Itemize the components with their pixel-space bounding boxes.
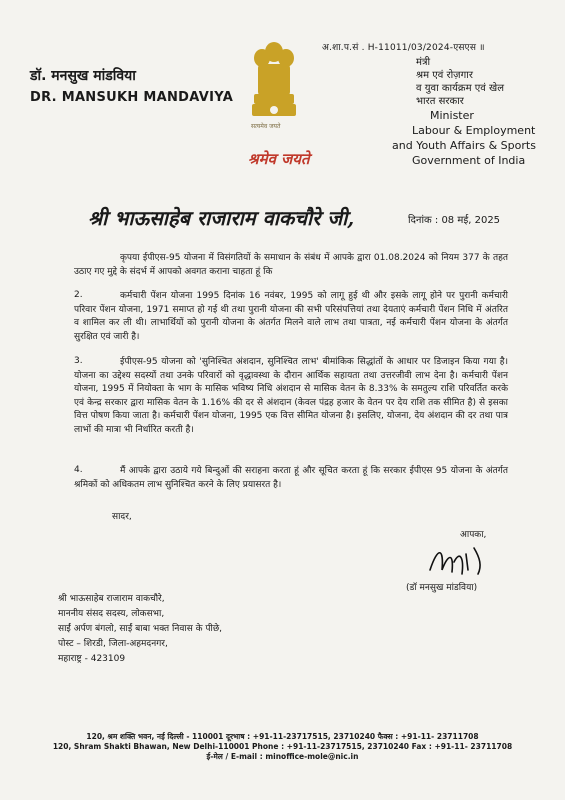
closing-yours: आपका, (460, 530, 487, 540)
paragraph-2-text: कर्मचारी पेंशन योजना 1995 दिनांक 16 नवंबर, 1995 को लागू हुई थी और इसके लागू होने पर पुरानी कर्मचारी परिवार पेंशन योजना, 1971 समाप्त हो गई थी तथा पुरानी योजना की सभी परिसंपत्तियां तथा देयताएं कर्मचारी पेंशन निधि में अंतरित व शामिल कर ली थी। लाभार्थियों को पुरानी योजना के अंतर्गत मिलने वाले लाभ तथा पात्रता, नई कर्मचारी पेंशन योजना के अंतर्गत सुरक्षित एवं जारी है। (74, 291, 508, 342)
svg-text:श्रमेव जयते: श्रमेव जयते (248, 150, 310, 168)
designation-english-1: Labour & Employment (412, 124, 536, 137)
footer-hindi: 120, श्रम शक्ति भवन, नई दिल्ली - 110001 दूरभाष : +91-11-23717515, 23710240 फैक्स : +91-11- 23711708 (86, 732, 479, 741)
minister-name-block (30, 66, 233, 105)
closing-regards: सादर, (112, 512, 132, 522)
designation-english-0: Minister (430, 109, 474, 122)
paragraph-3-number: 3. (74, 356, 83, 366)
designation-english-3: Government of India (412, 154, 526, 167)
recipient-address (58, 592, 222, 667)
signature-image (424, 540, 494, 582)
address-line-4: पोस्ट – शिरडी, जिला-अहमदनगर, (58, 639, 168, 649)
signatory-name: (डॉ मनसुख मांडविया) (406, 583, 478, 593)
minister-name-english: DR. MANSUKH MANDAVIYA (30, 90, 234, 105)
designation-block (392, 56, 536, 168)
address-line-1: श्री भाऊसाहेब राजाराम वाकचौरे, (58, 594, 165, 604)
designation-hindi-0: मंत्री (416, 57, 431, 68)
designation-hindi-1: श्रम एवं रोज़गार (416, 70, 473, 81)
address-line-5: महाराष्ट्र - 423109 (58, 654, 126, 664)
paragraph-3 (74, 356, 508, 437)
paragraph-2 (74, 290, 508, 344)
emblem-caption: सत्यमेव जयते (251, 123, 281, 130)
letter-date: दिनांक : 08 मई, 2025 (408, 215, 501, 226)
paragraph-3-text: ईपीएस-95 योजना को 'सुनिश्चित अंशदान, सुनिश्चित लाभ' बीमांकिक सिद्धांतों के आधार पर डिजाइन किया गया है। योजना का उद्देश्य सदस्यों तथा उनके परिवारों को वृद्धावस्था के दौरान आर्थिक सहायता तथा उत्तरजीवी लाभ देना है। कर्मचारी पेंशन योजना, 1995 में नियोक्ता के भाग के मासिक भविष्य निधि अंशदान से मासिक वेतन के 8.33% के समतुल्य राशि परिवर्तित करके एवं केन्द्र सरकार द्वारा मासिक वेतन के 1.16% की दर से अंशदान (केवल पंद्रह हजार के वेतन पर देय राशि तक सीमित है) से इसका वित्त पोषण किया जाता है। कर्मचारी पेंशन योजना, 1995 एक वित्त सीमित योजना है। इसलिए, योजना, देय अंशदान की दर तथा पात्र लाभों की मात्रा भी निर्धारित करती है। (74, 357, 508, 435)
paragraph-1-text: कृपया ईपीएस-95 योजना में विसंगतियों के समाधान के संबंध में आपके द्वारा 01.08.2024 को नियम 377 के तहत उठाए गए मुद्दे के संदर्भ में आपको अवगत कराना चाहता हूं कि (74, 253, 508, 277)
reference-number: अ.शा.प.सं . H-11011/03/2024-एसएस ॥ (322, 43, 485, 53)
address-line-2: माननीय संसद सदस्य, लोकसभा, (58, 609, 165, 619)
address-line-3: साईं अर्पण बंगलो, साईं बाबा भक्त निवास के पीछे, (58, 624, 223, 634)
paragraph-2-number: 2. (74, 290, 83, 300)
paragraph-1 (74, 252, 508, 279)
footer-email: ई-मेल / E-mail : minoffice-mole@nic.in (206, 752, 359, 761)
footer-english: 120, Shram Shakti Bhawan, New Delhi-110001 Phone : +91-11-23717515, 23710240 Fax : +91-11- 23711708 (52, 742, 513, 751)
designation-english-2: and Youth Affairs & Sports (392, 139, 536, 152)
paragraph-4-text: मैं आपके द्वारा उठाये गये बिन्दुओं की सराहना करता हूं और सूचित करता हूं कि सरकार ईपीएस 95 योजना के अंतर्गत श्रमिकों को अधिकतम लाभ सुनिश्चित करने के लिए प्रयासरत है। (74, 466, 508, 490)
shramev-jayate-logo (246, 146, 316, 170)
salutation: श्री भाऊसाहेब राजाराम वाकचौरे जी, (88, 206, 355, 230)
paragraph-4 (74, 465, 508, 492)
designation-hindi-3: भारत सरकार (416, 96, 464, 107)
designation-hindi-2: व युवा कार्यक्रम एवं खेल (416, 83, 505, 94)
minister-name-hindi: डॉ. मनसुख मांडविया (30, 68, 136, 84)
paragraph-4-number: 4. (74, 465, 83, 475)
national-emblem-icon (246, 34, 302, 134)
